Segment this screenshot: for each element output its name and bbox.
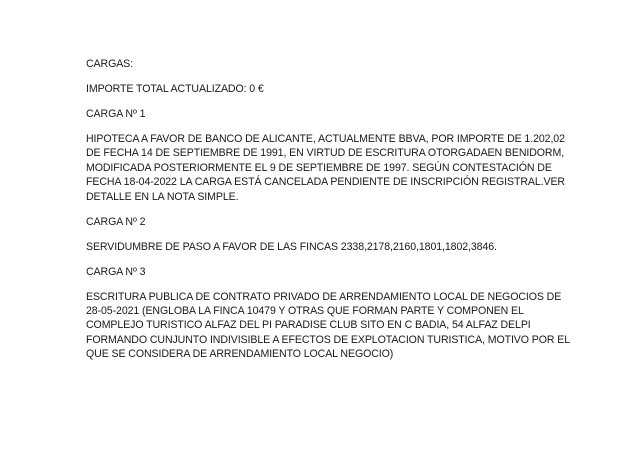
- carga-1-description: [86, 132, 565, 204]
- carga-1-title: CARGA Nº 1: [86, 108, 146, 120]
- document-page: [86, 57, 571, 372]
- carga-3-line: FORMANDO CUNJUNTO INDIVISIBLE A EFECTOS DE EXPLOTACION TURISTICA, MOTIVO POR EL: [86, 333, 571, 346]
- carga-3-description: [86, 290, 571, 362]
- cargas-heading: CARGAS:: [86, 58, 133, 70]
- carga-3-line: COMPLEJO TURISTICO ALFAZ DEL PI PARADISE CLUB SITO EN C BADIA, 54 ALFAZ DELPI: [86, 319, 531, 332]
- carga-2-description: [86, 240, 556, 254]
- total-amount: IMPORTE TOTAL ACTUALIZADO: 0 €: [86, 83, 264, 95]
- carga-3-line: QUE SE CONSIDERA DE ARRENDAMIENTO LOCAL NEGOCIO): [86, 348, 394, 361]
- carga-1-line: HIPOTECA A FAVOR DE BANCO DE ALICANTE, ACTUALMENTE BBVA, POR IMPORTE DE 1.202,02: [86, 133, 565, 145]
- carga-1-line: MODIFICADA POSTERIORMENTE EL 9 DE SEPTIEMBRE DE 1997. SEGÚN CONTESTACIÓN DE: [86, 161, 552, 174]
- carga-2-title: CARGA Nº 2: [86, 215, 146, 228]
- carga-2-line: SERVIDUMBRE DE PASO A FAVOR DE LAS FINCAS 2338,2178,2160,1801,1802,3846.: [86, 240, 497, 253]
- carga-1-line: FECHA 18-04-2022 LA CARGA ESTÁ CANCELADA PENDIENTE DE INSCRIPCIÓN REGISTRAL.VER: [86, 176, 565, 189]
- carga-3-title: CARGA Nº 3: [86, 265, 146, 278]
- carga-3-line: ESCRITURA PUBLICA DE CONTRATO PRIVADO DE ARRENDAMIENTO LOCAL DE NEGOCIOS DE: [86, 290, 562, 303]
- carga-1-line: DETALLE EN LA NOTA SIMPLE.: [86, 190, 239, 203]
- carga-3-line: 28-05-2021 (ENGLOBA LA FINCA 10479 Y OTRAS QUE FORMAN PARTE Y COMPONEN EL: [86, 305, 524, 318]
- carga-1-line: DE FECHA 14 DE SEPTIEMBRE DE 1991, EN VIRTUD DE ESCRITURA OTORGADAEN BENIDORM,: [86, 147, 565, 160]
